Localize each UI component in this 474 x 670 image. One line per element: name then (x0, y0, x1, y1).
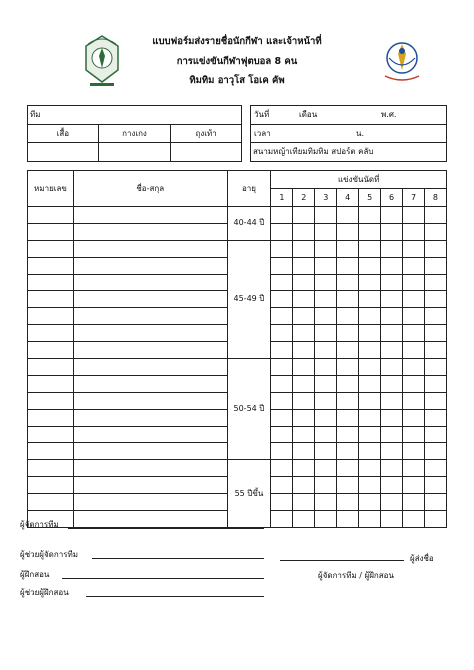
match-cell[interactable] (403, 274, 425, 291)
player-name-cell[interactable] (73, 460, 227, 477)
player-number-cell[interactable] (28, 257, 74, 274)
match-cell[interactable] (403, 257, 425, 274)
match-cell[interactable] (337, 392, 359, 409)
match-cell[interactable] (403, 342, 425, 359)
match-cell[interactable] (293, 460, 315, 477)
match-cell[interactable] (359, 443, 381, 460)
shirt-label: เสื้อ (28, 125, 99, 143)
time-field[interactable] (251, 125, 447, 143)
match-cell[interactable] (403, 359, 425, 376)
player-name-cell[interactable] (73, 511, 227, 528)
match-cell[interactable] (424, 223, 446, 240)
match-number-header: 2 (293, 189, 315, 207)
match-cell[interactable] (293, 274, 315, 291)
date-field[interactable] (251, 106, 447, 125)
match-cell[interactable] (271, 325, 293, 342)
age-group-label: 55 ปีขึ้น (227, 460, 271, 528)
match-cell[interactable] (359, 494, 381, 511)
match-cell[interactable] (337, 409, 359, 426)
roster-row (28, 359, 447, 376)
match-cell[interactable] (337, 460, 359, 477)
player-name-cell[interactable] (73, 494, 227, 511)
match-cell[interactable] (271, 426, 293, 443)
player-name-cell[interactable] (73, 308, 227, 325)
match-cell[interactable] (381, 375, 403, 392)
match-cell[interactable] (315, 409, 337, 426)
match-cell[interactable] (424, 342, 446, 359)
socks-label: ถุงเท้า (171, 125, 242, 143)
player-number-cell[interactable] (28, 308, 74, 325)
manager-label: ผู้จัดการทีม (20, 520, 59, 529)
match-cell[interactable] (293, 477, 315, 494)
match-cell[interactable] (293, 494, 315, 511)
match-cell[interactable] (271, 359, 293, 376)
roster-row (28, 207, 447, 224)
match-cell[interactable] (315, 375, 337, 392)
match-number-header: 6 (381, 189, 403, 207)
match-cell[interactable] (315, 426, 337, 443)
match-cell[interactable] (271, 460, 293, 477)
match-cell[interactable] (271, 223, 293, 240)
player-name-cell[interactable] (73, 274, 227, 291)
match-cell[interactable] (337, 257, 359, 274)
match-number-header: 4 (337, 189, 359, 207)
player-name-cell[interactable] (73, 207, 227, 224)
match-cell[interactable] (337, 223, 359, 240)
match-cell[interactable] (271, 511, 293, 528)
assistant-coach-label: ผู้ช่วยผู้ฝึกสอน (20, 588, 69, 597)
match-cell[interactable] (359, 409, 381, 426)
player-name-cell[interactable] (73, 426, 227, 443)
match-cell[interactable] (359, 375, 381, 392)
match-cell[interactable] (403, 460, 425, 477)
match-cell[interactable] (315, 207, 337, 224)
roster-table (27, 170, 447, 528)
match-cell[interactable] (403, 308, 425, 325)
match-cell[interactable] (271, 342, 293, 359)
match-cell[interactable] (271, 409, 293, 426)
match-cell[interactable] (271, 477, 293, 494)
roster-row (28, 460, 447, 477)
match-cell[interactable] (424, 325, 446, 342)
player-number-cell[interactable] (28, 240, 74, 257)
col-name-header: ชื่อ-สกุล (73, 171, 227, 207)
match-cell[interactable] (403, 494, 425, 511)
roster-row (28, 240, 447, 257)
match-cell[interactable] (424, 375, 446, 392)
match-number-header: 1 (271, 189, 293, 207)
match-cell[interactable] (403, 375, 425, 392)
assistant-manager-sign-line[interactable] (92, 558, 264, 559)
left-emblem-logo (80, 34, 124, 88)
match-cell[interactable] (337, 240, 359, 257)
match-cell[interactable] (271, 207, 293, 224)
match-cell[interactable] (381, 240, 403, 257)
match-cell[interactable] (337, 274, 359, 291)
match-cell[interactable] (359, 359, 381, 376)
match-cell[interactable] (337, 494, 359, 511)
age-group-label: 50-54 ปี (227, 359, 271, 460)
match-cell[interactable] (403, 409, 425, 426)
match-cell[interactable] (424, 240, 446, 257)
match-cell[interactable] (403, 207, 425, 224)
match-cell[interactable] (403, 392, 425, 409)
player-number-cell[interactable] (28, 223, 74, 240)
match-cell[interactable] (337, 426, 359, 443)
player-number-cell[interactable] (28, 375, 74, 392)
match-cell[interactable] (315, 325, 337, 342)
match-cell[interactable] (381, 223, 403, 240)
match-cell[interactable] (337, 375, 359, 392)
match-cell[interactable] (381, 392, 403, 409)
match-cell[interactable] (381, 477, 403, 494)
match-number-header: 5 (359, 189, 381, 207)
match-cell[interactable] (381, 494, 403, 511)
match-cell[interactable] (271, 257, 293, 274)
match-cell[interactable] (271, 274, 293, 291)
match-cell[interactable] (315, 511, 337, 528)
match-cell[interactable] (315, 291, 337, 308)
player-number-cell[interactable] (28, 460, 74, 477)
match-cell[interactable] (359, 477, 381, 494)
match-cell[interactable] (381, 511, 403, 528)
match-cell[interactable] (315, 308, 337, 325)
match-cell[interactable] (293, 240, 315, 257)
age-group-label: 45-49 ปี (227, 240, 271, 358)
match-cell[interactable] (359, 325, 381, 342)
match-cell[interactable] (293, 375, 315, 392)
player-number-cell[interactable] (28, 207, 74, 224)
match-cell[interactable] (424, 426, 446, 443)
match-cell[interactable] (315, 223, 337, 240)
match-cell[interactable] (381, 359, 403, 376)
match-cell[interactable] (403, 443, 425, 460)
match-cell[interactable] (424, 460, 446, 477)
match-cell[interactable] (315, 274, 337, 291)
match-cell[interactable] (359, 308, 381, 325)
match-cell[interactable] (381, 342, 403, 359)
month-label: เดือน (299, 110, 318, 119)
col-age-header: อายุ (227, 171, 271, 207)
col-number-header: หมายเลข (28, 171, 74, 207)
manager-sign-line[interactable] (68, 528, 264, 529)
match-cell[interactable] (424, 477, 446, 494)
player-name-cell[interactable] (73, 240, 227, 257)
time-label: เวลา (254, 129, 271, 138)
match-cell[interactable] (293, 342, 315, 359)
player-name-cell[interactable] (73, 291, 227, 308)
match-cell[interactable] (381, 460, 403, 477)
match-cell[interactable] (337, 325, 359, 342)
socks-color-field[interactable] (171, 143, 242, 162)
team-info-table (27, 105, 242, 162)
match-cell[interactable] (315, 392, 337, 409)
match-cell[interactable] (359, 392, 381, 409)
player-name-cell[interactable] (73, 223, 227, 240)
match-cell[interactable] (424, 494, 446, 511)
player-number-cell[interactable] (28, 426, 74, 443)
form-subtitle: การแข่งขันกีฬาฟุตบอล 8 คน (176, 56, 298, 67)
match-cell[interactable] (424, 291, 446, 308)
coach-sign-line[interactable] (62, 578, 264, 579)
player-name-cell[interactable] (73, 257, 227, 274)
match-cell[interactable] (359, 291, 381, 308)
match-cell[interactable] (337, 511, 359, 528)
match-cell[interactable] (381, 426, 403, 443)
match-cell[interactable] (293, 409, 315, 426)
match-cell[interactable] (381, 291, 403, 308)
match-cell[interactable] (381, 443, 403, 460)
match-cell[interactable] (424, 308, 446, 325)
player-number-cell[interactable] (28, 342, 74, 359)
match-cell[interactable] (403, 511, 425, 528)
match-cell[interactable] (271, 443, 293, 460)
match-cell[interactable] (271, 375, 293, 392)
match-cell[interactable] (359, 460, 381, 477)
match-number-header: 7 (403, 189, 425, 207)
match-cell[interactable] (315, 460, 337, 477)
team-label: ทีม (30, 110, 41, 119)
match-cell[interactable] (403, 477, 425, 494)
player-name-cell[interactable] (73, 325, 227, 342)
match-cell[interactable] (293, 257, 315, 274)
match-cell[interactable] (337, 359, 359, 376)
match-cell[interactable] (359, 426, 381, 443)
team-field[interactable] (28, 106, 242, 125)
match-cell[interactable] (381, 409, 403, 426)
match-cell[interactable] (293, 392, 315, 409)
right-emblem-logo (379, 36, 425, 86)
assistant-manager-label: ผู้ช่วยผู้จัดการทีม (20, 550, 79, 559)
player-number-cell[interactable] (28, 409, 74, 426)
match-cell[interactable] (381, 308, 403, 325)
sender-label: ผู้ส่งชื่อ (410, 554, 434, 563)
day-label: วันที่ (254, 110, 270, 119)
match-cell[interactable] (315, 477, 337, 494)
match-info-table (250, 105, 447, 162)
match-cell[interactable] (337, 477, 359, 494)
match-cell[interactable] (271, 308, 293, 325)
match-cell[interactable] (337, 207, 359, 224)
match-cell[interactable] (293, 207, 315, 224)
match-cell[interactable] (424, 359, 446, 376)
player-name-cell[interactable] (73, 477, 227, 494)
match-cell[interactable] (359, 223, 381, 240)
pants-label: กางเกง (98, 125, 171, 143)
match-cell[interactable] (381, 325, 403, 342)
form-event-name: ทิมทิม อาวุโส โอเค คัพ (189, 75, 285, 86)
match-cell[interactable] (424, 274, 446, 291)
match-cell[interactable] (359, 342, 381, 359)
match-cell[interactable] (271, 392, 293, 409)
match-cell[interactable] (315, 257, 337, 274)
match-cell[interactable] (271, 494, 293, 511)
match-cell[interactable] (424, 257, 446, 274)
player-name-cell[interactable] (73, 443, 227, 460)
match-number-header: 3 (315, 189, 337, 207)
pants-color-field[interactable] (98, 143, 171, 162)
player-number-cell[interactable] (28, 392, 74, 409)
time-unit: น. (356, 129, 365, 138)
match-cell[interactable] (381, 257, 403, 274)
match-cell[interactable] (293, 359, 315, 376)
match-cell[interactable] (403, 291, 425, 308)
match-cell[interactable] (403, 426, 425, 443)
match-cell[interactable] (293, 308, 315, 325)
player-name-cell[interactable] (73, 392, 227, 409)
match-cell[interactable] (337, 308, 359, 325)
match-cell[interactable] (424, 443, 446, 460)
match-cell[interactable] (424, 511, 446, 528)
match-cell[interactable] (359, 274, 381, 291)
year-label: พ.ศ. (381, 110, 397, 119)
match-cell[interactable] (381, 207, 403, 224)
match-cell[interactable] (403, 240, 425, 257)
age-group-label: 40-44 ปี (227, 207, 271, 241)
match-cell[interactable] (337, 443, 359, 460)
match-cell[interactable] (359, 257, 381, 274)
sender-sign-line[interactable] (280, 560, 404, 561)
match-cell[interactable] (424, 207, 446, 224)
player-number-cell[interactable] (28, 325, 74, 342)
match-cell[interactable] (293, 511, 315, 528)
match-cell[interactable] (315, 240, 337, 257)
shirt-color-field[interactable] (28, 143, 99, 162)
match-cell[interactable] (315, 443, 337, 460)
match-number-header: 8 (424, 189, 446, 207)
match-cell[interactable] (403, 223, 425, 240)
match-cell[interactable] (359, 511, 381, 528)
match-cell[interactable] (337, 342, 359, 359)
player-number-cell[interactable] (28, 477, 74, 494)
match-cell[interactable] (293, 426, 315, 443)
match-cell[interactable] (337, 291, 359, 308)
player-number-cell[interactable] (28, 291, 74, 308)
sender-role-label: ผู้จัดการทีม / ผู้ฝึกสอน (318, 571, 394, 580)
coach-label: ผู้ฝึกสอน (20, 570, 50, 579)
match-cell[interactable] (359, 240, 381, 257)
match-cell[interactable] (315, 359, 337, 376)
match-cell[interactable] (315, 494, 337, 511)
match-cell[interactable] (271, 291, 293, 308)
player-number-cell[interactable] (28, 443, 74, 460)
player-number-cell[interactable] (28, 274, 74, 291)
col-match-header: แข่งขันนัดที่ (271, 171, 447, 189)
match-cell[interactable] (359, 207, 381, 224)
form-title: แบบฟอร์มส่งรายชื่อนักกีฬา และเจ้าหน้าที่ (152, 36, 322, 47)
match-cell[interactable] (293, 443, 315, 460)
match-cell[interactable] (293, 291, 315, 308)
match-cell[interactable] (424, 392, 446, 409)
player-name-cell[interactable] (73, 342, 227, 359)
player-name-cell[interactable] (73, 375, 227, 392)
match-cell[interactable] (381, 274, 403, 291)
assistant-coach-sign-line[interactable] (86, 596, 264, 597)
match-cell[interactable] (403, 325, 425, 342)
match-cell[interactable] (271, 240, 293, 257)
player-number-cell[interactable] (28, 494, 74, 511)
match-cell[interactable] (424, 409, 446, 426)
match-cell[interactable] (293, 223, 315, 240)
player-name-cell[interactable] (73, 409, 227, 426)
venue-name: สนามหญ้าเทียมทิมทิม สปอร์ต คลับ (251, 143, 447, 162)
player-name-cell[interactable] (73, 359, 227, 376)
match-cell[interactable] (315, 342, 337, 359)
match-cell[interactable] (293, 325, 315, 342)
player-number-cell[interactable] (28, 359, 74, 376)
